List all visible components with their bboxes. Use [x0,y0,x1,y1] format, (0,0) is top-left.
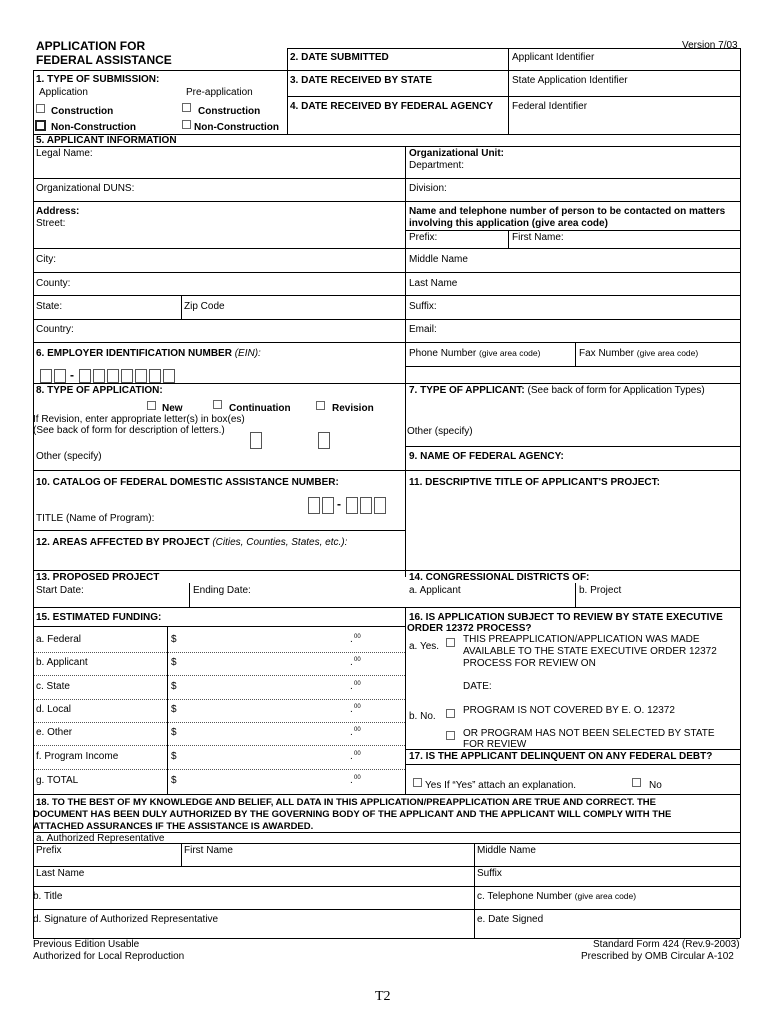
applicant-information-heading: 5. APPLICANT INFORMATION [36,135,177,146]
type-of-applicant-note: (See back of form for Application Types) [527,385,705,396]
funding-total-label: g. TOTAL [36,775,79,786]
funding-federal-cents: 00 [354,634,361,640]
fax-number-text: Fax Number [579,348,635,359]
funding-state-label: c. State [36,681,70,692]
city-label[interactable]: City: [36,254,56,265]
funding-applicant-dollar: $ [171,657,177,668]
funding-local-dollar: $ [171,704,177,715]
program-title-label[interactable]: TITLE (Name of Program): [36,513,155,524]
state-application-identifier-label: State Application Identifier [512,75,628,86]
delinquent-yes-checkbox[interactable] [413,778,422,787]
local-reproduction-note: Authorized for Local Reproduction [33,951,185,962]
funding-program-income-point: . [350,751,353,762]
new-checkbox[interactable] [147,401,156,410]
funding-program-income-label: f. Program Income [36,751,119,762]
funding-state-dollar: $ [171,681,177,692]
review-not-selected-line1: OR PROGRAM HAS NOT BEEN SELECTED BY STATE [463,728,715,739]
federal-identifier-label: Federal Identifier [512,101,588,112]
application-label: Application [39,87,88,98]
phone-number-text: Phone Number [409,348,477,359]
new-label: New [162,403,183,414]
ein-dash: - [70,368,74,382]
authorized-representative-label: a. Authorized Representative [36,833,165,844]
cfda-digit-box-5[interactable] [374,497,386,514]
funding-federal-label: a. Federal [36,634,82,645]
funding-program-income-dollar: $ [171,751,177,762]
certification-line2: DOCUMENT HAS BEEN DULY AUTHORIZED BY THE GOVERNING BODY OF THE APPLICANT AND THE APPLICANT WILL COMPLY WITH THE [33,809,672,820]
address-heading: Address: [36,206,80,217]
submission-type-label: 1. TYPE OF SUBMISSION: [36,74,160,85]
preapplication-non-construction-label: Non-Construction [194,122,279,133]
date-submitted-label: 2. DATE SUBMITTED [290,52,389,63]
ein-digit-box-4[interactable] [93,369,105,383]
continuation-checkbox[interactable] [213,400,222,409]
rep-middle-name-label[interactable]: Middle Name [477,845,536,856]
applicant-identifier-label: Applicant Identifier [512,52,595,63]
funding-applicant-label: b. Applicant [36,657,88,668]
review-date-label[interactable]: DATE: [463,681,492,692]
preapplication-non-construction-checkbox[interactable] [182,120,191,129]
review-no-label: b. No. [409,711,436,722]
legal-name-label[interactable]: Legal Name: [36,148,93,159]
phone-number-note: (give area code) [479,348,541,358]
review-yes-checkbox[interactable] [446,638,455,647]
ein-digit-box-8[interactable] [149,369,161,383]
organizational-duns-label[interactable]: Organizational DUNS: [36,183,135,194]
funding-other-dollar: $ [171,727,177,738]
certification-line1: 18. TO THE BEST OF MY KNOWLEDGE AND BELIEF, ALL DATA IN THIS APPLICATION/PREAPPLICATION ARE TRUE AND CORRECT. THE [36,797,656,808]
ein-label [36,348,261,359]
fax-number-note: (give area code) [636,348,699,358]
rep-prefix-label[interactable]: Prefix [36,845,62,856]
previous-edition-note: Previous Edition Usable [33,939,140,950]
cfda-number-label: 10. CATALOG OF FEDERAL DOMESTIC ASSISTANCE NUMBER: [36,477,339,488]
funding-other-point: . [350,727,353,738]
funding-total-cents: 00 [354,775,361,781]
department-label[interactable]: Department: [409,160,465,171]
rep-signature-label[interactable]: d. Signature of Authorized Representative [33,914,219,925]
funding-local-label: d. Local [36,704,72,715]
revision-checkbox[interactable] [316,401,325,410]
project-title-label[interactable]: 11. DESCRIPTIVE TITLE OF APPLICANT'S PROJECT: [409,477,660,488]
standard-form-number: Standard Form 424 (Rev.9-2003) [593,939,740,950]
continuation-label: Continuation [229,403,291,414]
funding-applicant-point: . [350,657,353,668]
funding-local-cents: 00 [354,704,361,710]
review-yes-text-line1: THIS PREAPPLICATION/APPLICATION WAS MADE [463,634,700,645]
form-title-line1: APPLICATION FOR [36,39,146,53]
page-mark: T2 [375,989,391,1004]
cfda-digit-box-4[interactable] [360,497,372,514]
application-non-construction-checkbox[interactable] [35,120,46,131]
revision-note-line1: If Revision, enter appropriate letter(s) in box(es) [33,414,245,425]
review-yes-label: a. Yes. [409,641,440,652]
delinquent-no-checkbox[interactable] [632,778,641,787]
street-label[interactable]: Street: [36,218,66,229]
application-construction-label: Construction [51,106,114,117]
ein-digit-box-7[interactable] [135,369,147,383]
funding-program-income-cents: 00 [354,751,361,757]
contact-middle-name-label[interactable]: Middle Name [409,254,468,265]
review-yes-text-line3: PROCESS FOR REVIEW ON [463,658,596,669]
revision-label: Revision [332,403,374,414]
funding-state-cents: 00 [354,681,361,687]
review-not-covered-text: PROGRAM IS NOT COVERED BY E. O. 12372 [463,705,675,716]
contact-person-heading-line2: involving this application (give area code) [409,218,608,229]
funding-federal-dollar: $ [171,634,177,645]
revision-letter-box-1[interactable] [250,432,262,449]
state-label[interactable]: State: [36,301,63,312]
start-date-label[interactable]: Start Date: [36,585,84,596]
review-question-line1: 16. IS APPLICATION SUBJECT TO REVIEW BY STATE EXECUTIVE [409,612,723,623]
ein-digit-box-9[interactable] [163,369,175,383]
congressional-districts-label: 14. CONGRESSIONAL DISTRICTS OF: [409,572,590,583]
form-title-line2: FEDERAL ASSISTANCE [36,53,172,67]
country-label[interactable]: Country: [36,324,74,335]
rep-suffix-label[interactable]: Suffix [477,868,502,879]
date-signed-label[interactable]: e. Date Signed [477,914,544,925]
ein-digit-box-3[interactable] [79,369,91,383]
preapplication-construction-label: Construction [198,106,261,117]
county-label[interactable]: County: [36,278,71,289]
contact-person-heading-line1: Name and telephone number of person to be contacted on matters [409,206,726,217]
ein-digit-box-2[interactable] [54,369,66,383]
review-yes-text-line2: AVAILABLE TO THE STATE EXECUTIVE ORDER 12372 [463,646,717,657]
cfda-dash: - [337,497,341,511]
cfda-digit-box-2[interactable] [322,497,334,514]
ein-digit-box-6[interactable] [121,369,133,383]
type-of-applicant-label [409,385,705,396]
organizational-unit-label: Organizational Unit: [409,148,504,159]
funding-local-point: . [350,704,353,715]
type-of-application-label: 8. TYPE OF APPLICATION: [36,385,163,396]
revision-note-line2: (See back of form for description of letters.) [33,425,225,436]
rep-telephone-label[interactable] [477,891,636,902]
fax-number-label[interactable] [579,348,698,359]
rep-telephone-text: c. Telephone Number [477,891,572,902]
funding-other-cents: 00 [354,727,361,733]
estimated-funding-label: 15. ESTIMATED FUNDING: [36,612,162,623]
ein-label-italic: (EIN): [234,348,261,359]
rep-telephone-note: (give area code) [574,891,637,901]
application-non-construction-label: Non-Construction [51,122,136,133]
district-project-label[interactable]: b. Project [579,585,622,596]
funding-applicant-cents: 00 [354,657,361,663]
ein-digit-box-5[interactable] [107,369,119,383]
rep-first-name-label[interactable]: First Name [184,845,233,856]
funding-state-point: . [350,681,353,692]
ein-digit-box-1[interactable] [40,369,52,383]
application-other-specify-label[interactable]: Other (specify) [36,451,102,462]
funding-other-label: e. Other [36,727,73,738]
division-label[interactable]: Division: [409,183,447,194]
review-question-line2: ORDER 12372 PROCESS? [407,623,532,634]
date-received-state-label: 3. DATE RECEIVED BY STATE [290,75,433,86]
zip-code-label[interactable]: Zip Code [184,301,225,312]
proposed-project-label: 13. PROPOSED PROJECT [36,572,160,583]
contact-first-name-label[interactable]: First Name: [512,232,564,243]
contact-suffix-label[interactable]: Suffix: [409,301,437,312]
funding-total-point: . [350,775,353,786]
rep-title-label[interactable]: b. Title [33,891,63,902]
cfda-digit-box-1[interactable] [308,497,320,514]
review-not-selected-line2: FOR REVIEW [463,739,527,750]
delinquent-no-label: No [649,780,662,791]
contact-last-name-label[interactable]: Last Name [409,278,458,289]
funding-total-dollar: $ [171,775,177,786]
contact-prefix-label[interactable]: Prefix: [409,232,438,243]
revision-letter-box-2[interactable] [318,432,330,449]
ein-label-text: 6. EMPLOYER IDENTIFICATION NUMBER [36,348,232,359]
rep-last-name-label[interactable]: Last Name [36,868,85,879]
areas-affected-italic: (Cities, Counties, States, etc.): [212,537,348,548]
district-applicant-label[interactable]: a. Applicant [409,585,461,596]
areas-affected-text: 12. AREAS AFFECTED BY PROJECT [36,537,210,548]
phone-number-label[interactable] [409,348,540,359]
preapplication-label: Pre-application [186,87,253,98]
ending-date-label[interactable]: Ending Date: [193,585,251,596]
type-of-applicant-text: 7. TYPE OF APPLICANT: [409,385,525,396]
certification-line3: ATTACHED ASSURANCES IF THE ASSISTANCE IS AWARDED. [33,821,314,832]
version-label: Version 7/03 [682,40,738,51]
cfda-digit-box-3[interactable] [346,497,358,514]
contact-email-label[interactable]: Email: [409,324,437,335]
funding-federal-point: . [350,634,353,645]
application-construction-checkbox[interactable] [36,104,45,113]
areas-affected-label[interactable] [36,537,347,548]
preapplication-construction-checkbox[interactable] [182,103,191,112]
review-not-covered-checkbox[interactable] [446,709,455,718]
delinquent-debt-label: 17. IS THE APPLICANT DELINQUENT ON ANY FEDERAL DEBT? [409,751,713,762]
delinquent-yes-label: Yes If “Yes” attach an explanation. [425,780,577,791]
federal-agency-label[interactable]: 9. NAME OF FEDERAL AGENCY: [409,451,564,462]
applicant-other-specify-label[interactable]: Other (specify) [407,426,473,437]
omb-circular-note: Prescribed by OMB Circular A-102 [581,951,734,962]
review-not-selected-checkbox[interactable] [446,731,455,740]
date-received-federal-label: 4. DATE RECEIVED BY FEDERAL AGENCY [290,101,493,112]
